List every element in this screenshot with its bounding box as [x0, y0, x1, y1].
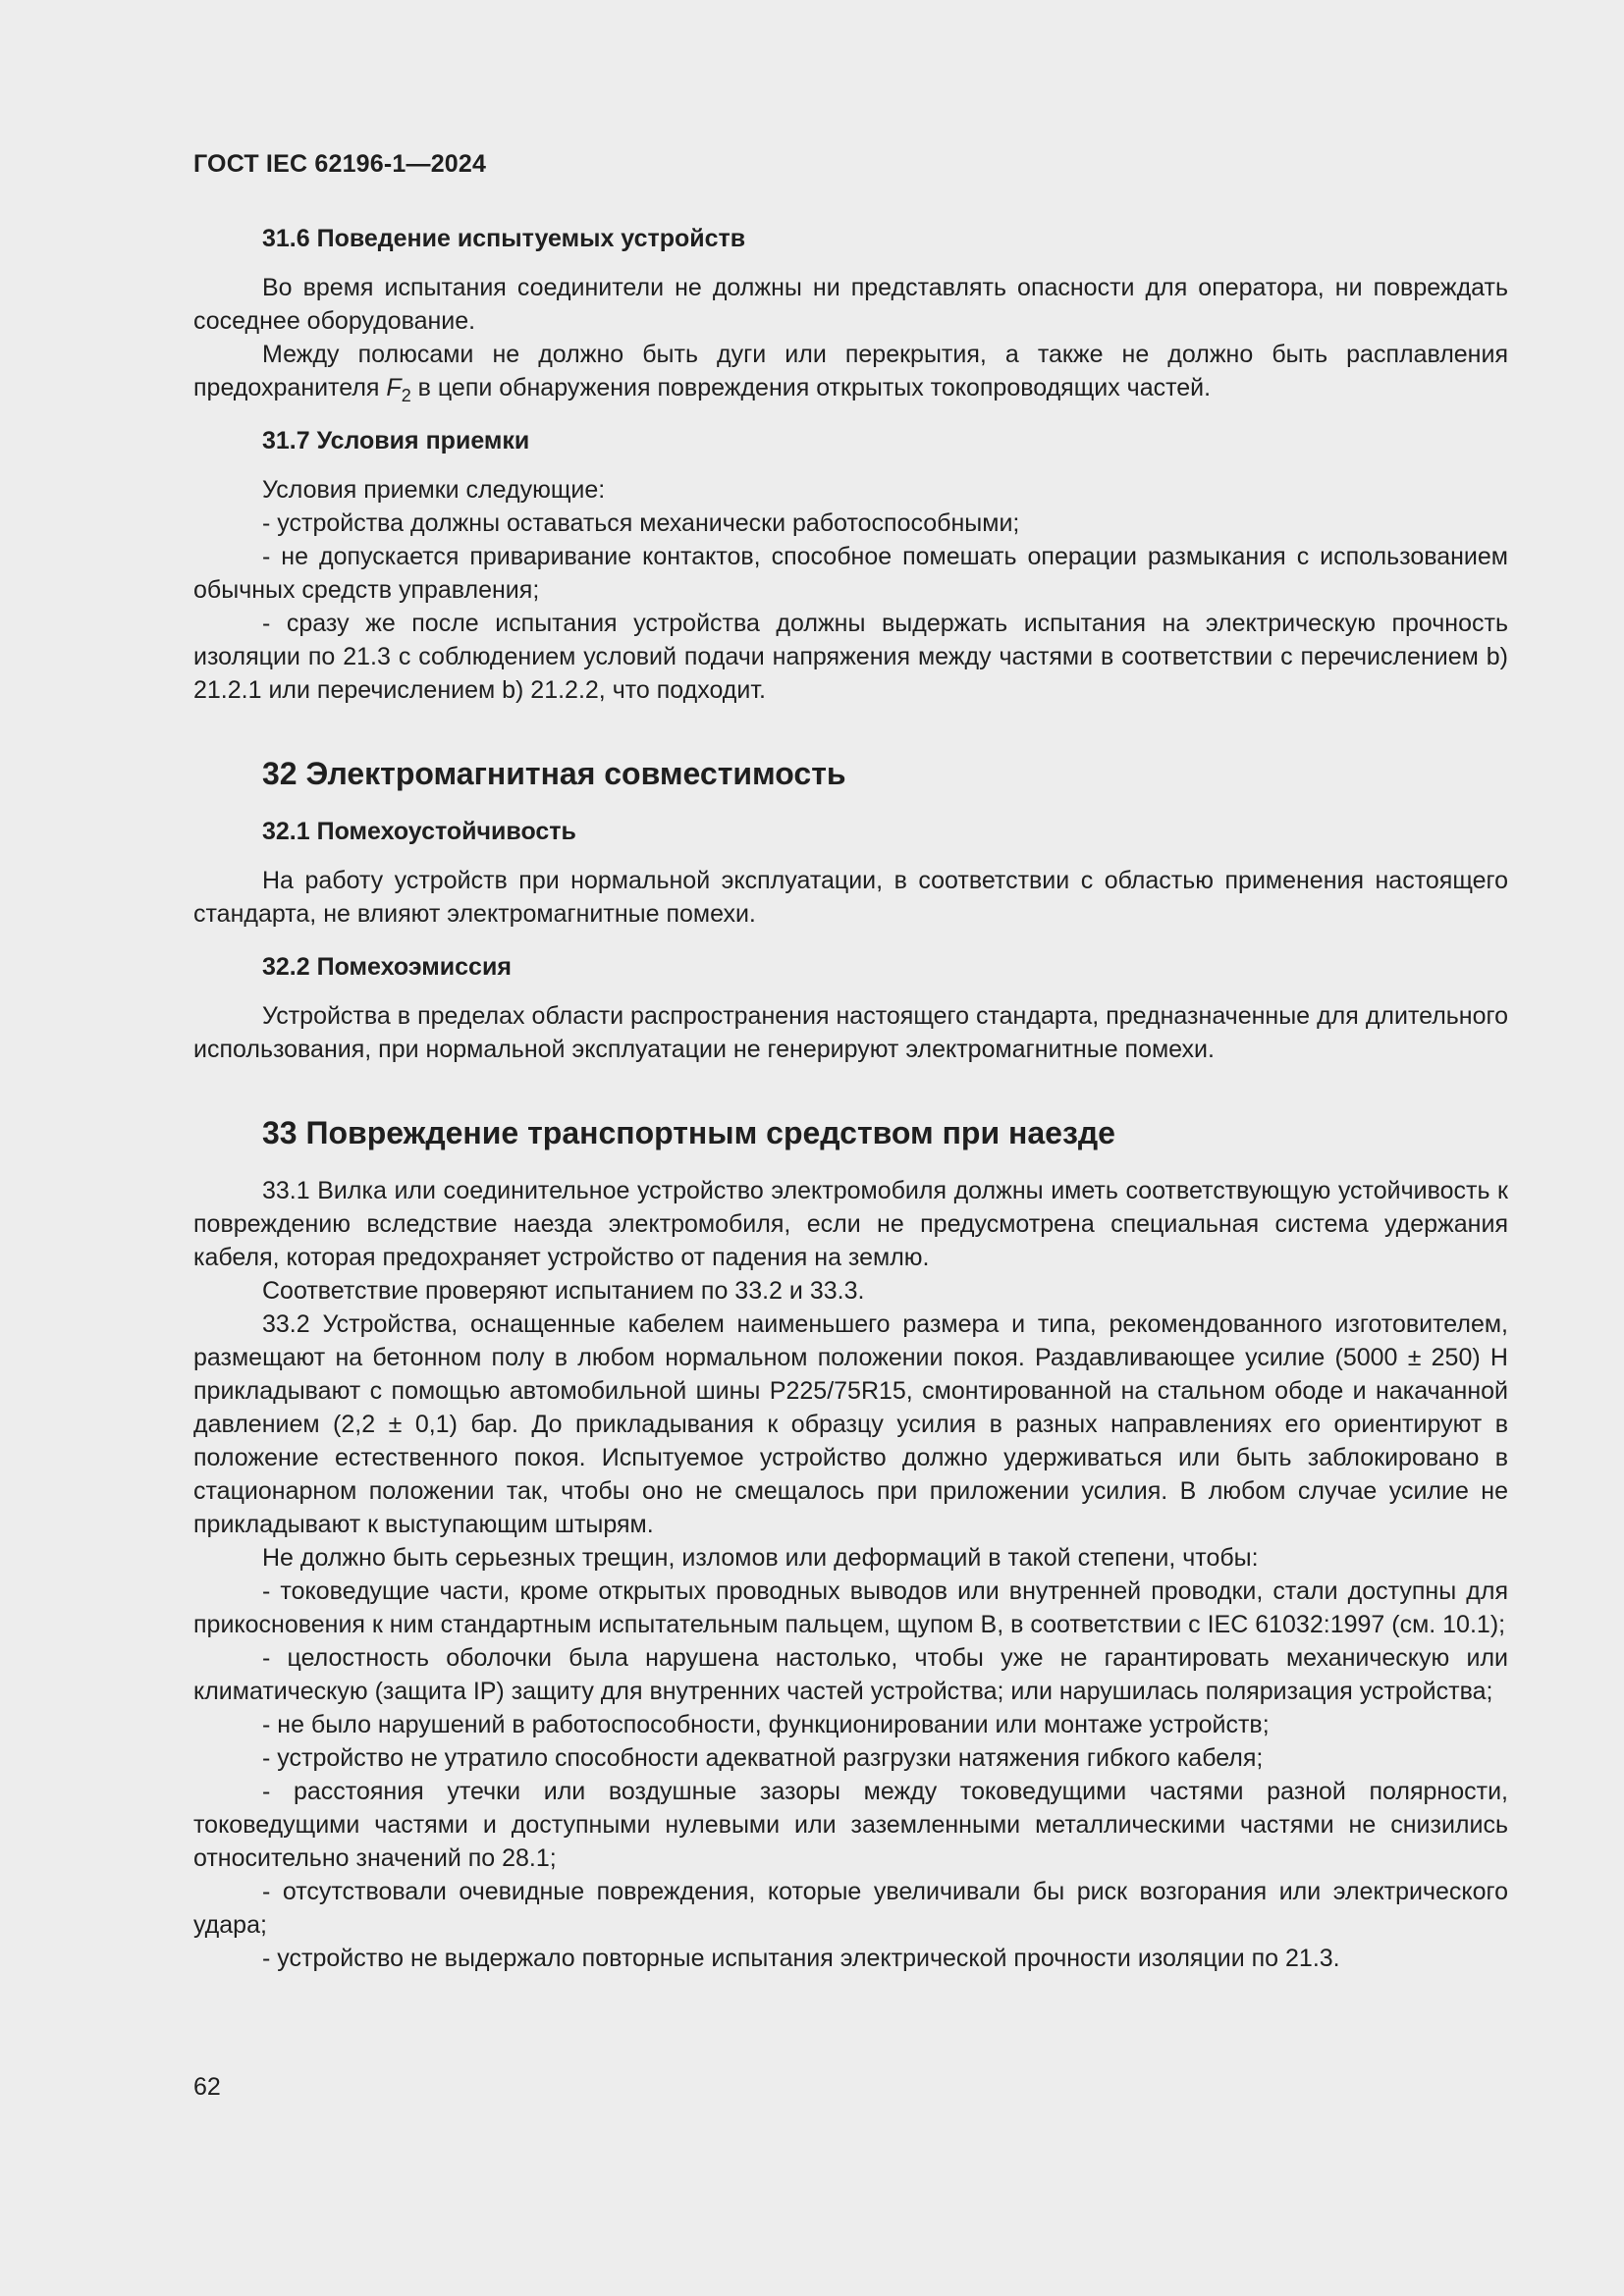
section-32-2-text: Устройства в пределах области распространения настоящего стандарта, предназначенные для длительного использования, при нормальной эксплуатации не генерируют электромагнитные помехи.	[193, 1002, 1508, 1063]
list-item: 33.1 Вилка или соединительное устройство электромобиля должны иметь соответствующую устойчивость к повреждению вследствие наезда электромобиля, если не предусмотрена специальная система удержания кабеля, которая предохраняет устройство от падения на землю.	[193, 1177, 1508, 1271]
fuse-symbol: F	[386, 374, 402, 401]
list-item: - устройства должны оставаться механически работоспособными;	[262, 509, 1020, 537]
list-item: - не допускается приваривание контактов, способное помешать операции размыкания с использованием обычных средств управления;	[193, 543, 1508, 604]
list-item: 33.2 Устройства, оснащенные кабелем наименьшего размера и типа, рекомендованного изготовителем, размещают на бетонном полу в любом нормальном положении покоя. Раздавливающее усилие (5000 ± 250) Н прикладывают с помощью автомобильной шины P225/75R15, смонтированной на стальном ободе и накачанной давлением (2,2 ± 0,1) бар. До прикладывания к образцу усилия в разных направлениях его ориентируют в положение естественного покоя. Испытуемое устройство должно удерживаться или быть заблокировано в стационарном положении так, чтобы оно не смещалось при приложении усилия. В любом случае усилие не прикладывают к выступающим штырям.	[193, 1310, 1508, 1538]
section-31-6-paragraph-2	[193, 338, 1508, 404]
section-31-6-paragraph-1: Во время испытания соединители не должны ни представлять опасности для оператора, ни повреждать соседнее оборудование.	[193, 274, 1508, 335]
list-item: - устройство не утратило способности адекватной разгрузки натяжения гибкого кабеля;	[262, 1744, 1264, 1772]
section-32-2-title: 32.2 Помехоэмиссия	[262, 953, 512, 981]
list-item: Условия приемки следующие:	[262, 476, 606, 504]
section-32-1-title: 32.1 Помехоустойчивость	[262, 818, 576, 845]
list-item: - устройство не выдержало повторные испытания электрической прочности изоляции по 21.3.	[262, 1945, 1340, 1972]
list-item: - целостность оболочки была нарушена настолько, чтобы уже не гарантировать механическую или климатическую (защита IP) защиту для внутренних частей устройства; или нарушилась поляризация устройства;	[193, 1644, 1508, 1705]
list-item: - не было нарушений в работоспособности, функционировании или монтаже устройств;	[262, 1711, 1270, 1738]
list-item: - отсутствовали очевидные повреждения, которые увеличивали бы риск возгорания или электрического удара;	[193, 1878, 1508, 1939]
fuse-subscript: 2	[401, 386, 411, 405]
section-31-6-title: 31.6 Поведение испытуемых устройств	[262, 225, 746, 252]
document-header: ГОСТ IEC 62196-1—2024	[193, 150, 487, 178]
section-31-7-title: 31.7 Условия приемки	[262, 427, 530, 454]
paragraph-text: Между полюсами не должно быть дуги или перекрытия, а также не должно быть расплавления предохранителя	[193, 341, 1508, 401]
paragraph-text: в цепи обнаружения повреждения открытых токопроводящих частей.	[410, 374, 1212, 401]
section-32-1-text: На работу устройств при нормальной эксплуатации, в соответствии с областью применения настоящего стандарта, не влияют электромагнитные помехи.	[193, 867, 1508, 928]
list-item: - токоведущие части, кроме открытых проводных выводов или внутренней проводки, стали доступны для прикосновения к ним стандартным испытательным пальцем, щупом B, в соответствии с IEC 61032:1997 (см. 10.1);	[193, 1577, 1508, 1638]
list-item: Не должно быть серьезных трещин, изломов или деформаций в такой степени, чтобы:	[262, 1544, 1259, 1572]
list-item: - расстояния утечки или воздушные зазоры между токоведущими частями разной полярности, токоведущими частями и доступными нулевыми или заземленными металлическими частями не снизились относительно значений по 28.1;	[193, 1778, 1508, 1872]
section-33-title: 33 Повреждение транспортным средством при наезде	[262, 1115, 1115, 1150]
section-32-title: 32 Электромагнитная совместимость	[262, 756, 846, 791]
page-number: 62	[193, 2073, 221, 2101]
list-item: - сразу же после испытания устройства должны выдержать испытания на электрическую прочность изоляции по 21.3 с соблюдением условий подачи напряжения между частями в соответствии с перечислением b) 21.2.1 или перечислением b) 21.2.2, что подходит.	[193, 610, 1508, 704]
list-item: Соответствие проверяют испытанием по 33.2 и 33.3.	[262, 1277, 865, 1305]
